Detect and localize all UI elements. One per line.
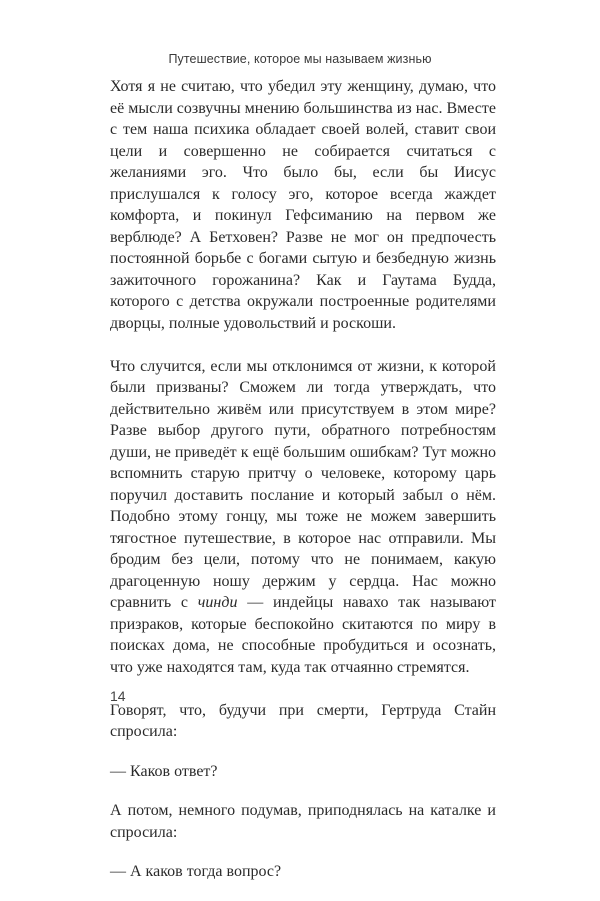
emphasized-word: чинди [197, 594, 238, 611]
paragraph-2 [110, 356, 496, 679]
paragraph-2-text-a: Что случится, если мы отклонимся от жизни, к которой были призваны? Сможем ли тогда утверждать, что действительно живём или присутствуем в этом мире? Разве выбор другого пути, обратного потребностям души, не приведёт к ещё большим ошибкам? Тут можно вспомнить старую притчу о человеке, которому царь поручил доставить послание и который забыл о нём. Подобно этому гонцу, мы тоже не можем завершить тягостное путешествие, в которое нас отправили. Мы бродим без цели, потому что не понимаем, какую драгоценную ношу держим у сердца. Нас можно сравнить с [110, 357, 496, 611]
paragraph-5: А потом, немного подумав, приподнялась на каталке и спросила: [110, 802, 496, 841]
page-number: 14 [110, 688, 126, 704]
body-text [110, 76, 496, 901]
running-header-title: Путешествие, которое мы называем жизнью [168, 52, 432, 66]
paragraph-6: — А каков тогда вопрос? [110, 863, 282, 880]
paragraph-2-text-b: — индейцы навахо так называют призраков, которые беспокойно скитаются по миру в поисках дома, не способные пробудиться и осознать, что уже находятся там, куда так отчаянно стремятся. [110, 594, 496, 676]
paragraph-1: Хотя я не считаю, что убедил эту женщину, думаю, что её мысли созвучны мнению большинства из нас. Вместе с тем наша психика обладает своей волей, ставит свои цели и совершенно не собирается считаться с желаниями эго. Что было бы, если бы Иисус прислушался к голосу эго, которое всегда жаждет комфорта, и покинул Гефсиманию на первом же верблюде? А Бетховен? Разве не мог он предпочесть постоянной борьбе с богами сытую и безбедную жизнь зажиточного горожанина? Как и Гаутама Будда, которого с детства окружали построенные родителями дворцы, полные удовольствий и роскоши. [110, 78, 496, 332]
paragraph-4: — Каков ответ? [110, 762, 218, 780]
paragraph-3: Говорят, что, будучи при смерти, Гертруда Стайн спросила: [110, 701, 496, 740]
